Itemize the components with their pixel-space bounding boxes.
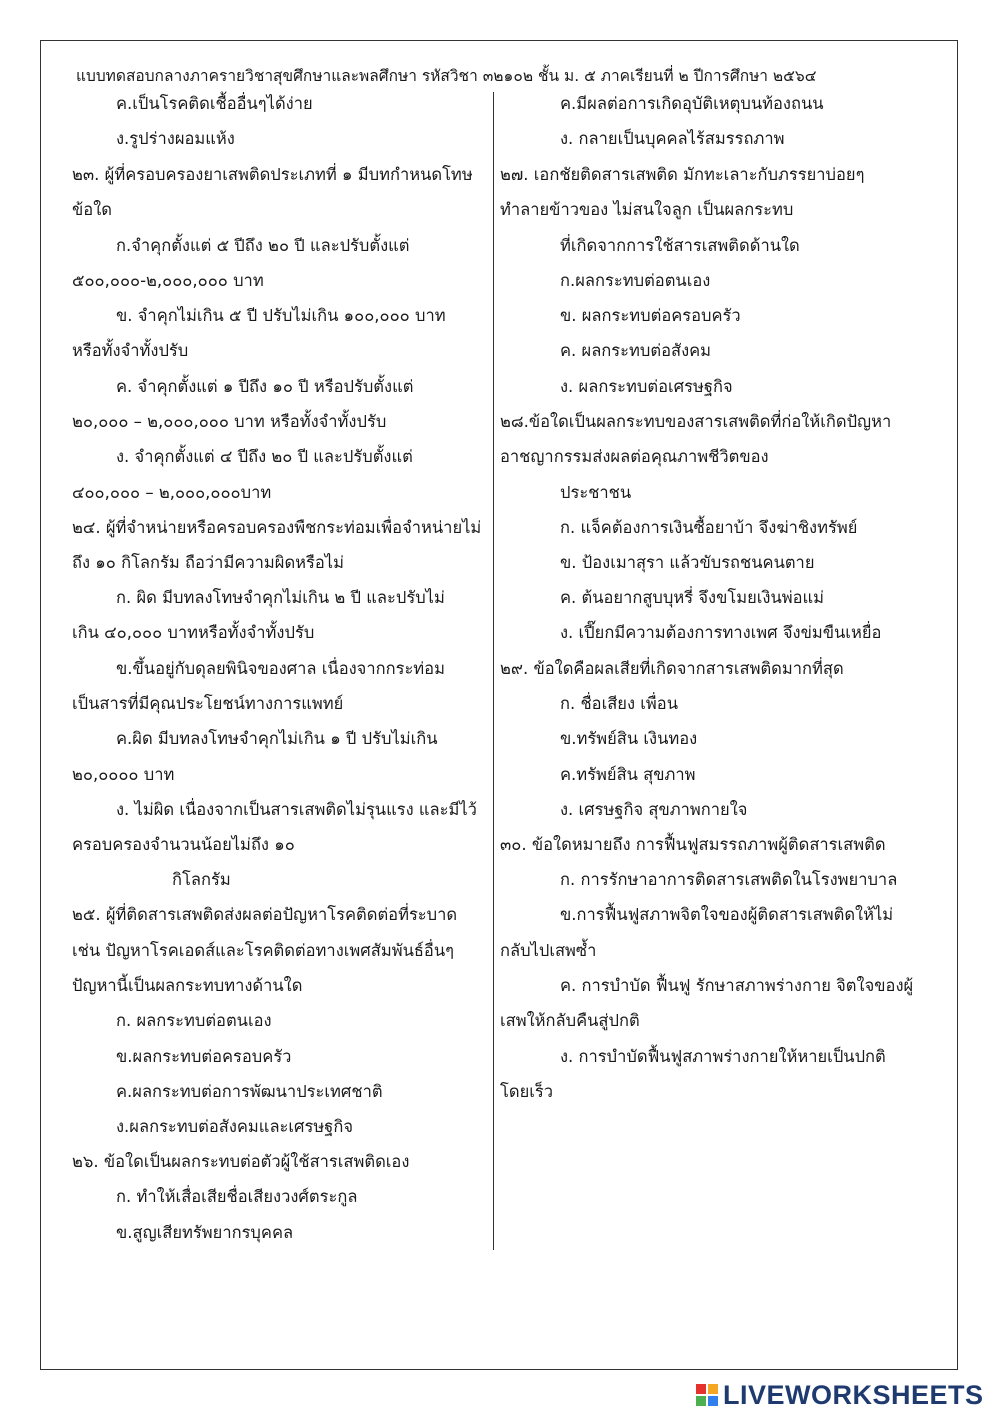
question-text: ๒๙. ข้อใดคือผลเสียที่เกิดจากสารเสพติดมากที่สุด (500, 659, 844, 678)
answer-option: ง. เปี๊ยกมีความต้องการทางเพศ จึงข่มขืนเหยื่อ (560, 623, 882, 642)
question-text: ข้อใด (72, 200, 112, 219)
question-text: ๒๓. ผู้ที่ครอบครองยาเสพติดประเภทที่ ๑ มีบทกำหนดโทษ (72, 165, 473, 184)
question-text: ทำลายข้าวของ ไม่สนใจลูก เป็นผลกระทบ (500, 200, 794, 219)
answer-option: เกิน ๔๐,๐๐๐ บาทหรือทั้งจำทั้งปรับ (72, 623, 315, 642)
answer-option: ข. ผลกระทบต่อครอบครัว (560, 306, 741, 325)
logo-square-green (696, 1396, 706, 1406)
answer-option: ค. ต้นอยากสูบบุหรี่ จึงขโมยเงินพ่อแม่ (560, 588, 825, 607)
answer-option: ค. การบำบัด ฟื้นฟู รักษาสภาพร่างกาย จิตใจของผู้ (560, 976, 914, 995)
answer-option: ง.ผลกระทบต่อสังคมและเศรษฐกิจ (116, 1117, 354, 1136)
question-text: เช่น ปัญหาโรคเอดส์และโรคติดต่อทางเพศสัมพันธ์อื่นๆ (72, 941, 454, 960)
answer-option: ก. การรักษาอาการติดสารเสพติดในโรงพยาบาล (560, 870, 898, 889)
answer-option: ง. การบำบัดฟื้นฟูสภาพร่างกายให้หายเป็นปกติ (560, 1047, 886, 1066)
answer-option: ง. กลายเป็นบุคคลไร้สมรรถภาพ (560, 129, 785, 148)
answer-option: กลับไปเสพซ้ำ (500, 941, 597, 960)
column-divider (493, 92, 494, 1250)
answer-option: ข.ทรัพย์สิน เงินทอง (560, 729, 698, 748)
answer-option: ค.ผิด มีบทลงโทษจำคุกไม่เกิน ๑ ปี ปรับไม่เกิน (116, 729, 438, 748)
logo-square-blue (708, 1396, 718, 1406)
answer-option: ง. จำคุกตั้งแต่ ๔ ปีถึง ๒๐ ปี และปรับตั้งแต่ (116, 447, 413, 466)
answer-option: ๒๐,๐๐๐๐ บาท (72, 765, 175, 784)
answer-option: ก. ผลกระทบต่อตนเอง (116, 1011, 272, 1030)
question-text: ปัญหานี้เป็นผลกระทบทางด้านใด (72, 976, 303, 995)
question-text: ๓๐. ข้อใดหมายถึง การฟื้นฟูสมรรถภาพผู้ติดสารเสพติด (500, 835, 886, 854)
answer-option: ง. เศรษฐกิจ สุขภาพกายใจ (560, 800, 748, 819)
question-text: ถึง ๑๐ กิโลกรัม ถือว่ามีความผิดหรือไม่ (72, 553, 344, 572)
logo-text: LIVEWORKSHEETS (723, 1379, 984, 1410)
answer-option: ค.ทรัพย์สิน สุขภาพ (560, 765, 696, 784)
answer-option: ค.มีผลต่อการเกิดอุบัติเหตุบนท้องถนน (560, 94, 824, 113)
answer-option: ก.ผลกระทบต่อตนเอง (560, 271, 711, 290)
answer-option: ข.การฟื้นฟูสภาพจิตใจของผู้ติดสารเสพติดให้ไม่ (560, 905, 894, 924)
answer-option: ง.รูปร่างผอมแห้ง (116, 129, 235, 148)
answer-option: ก.จำคุกตั้งแต่ ๕ ปีถึง ๒๐ ปี และปรับตั้งแต่ (116, 236, 410, 255)
question-text: ๒๔. ผู้ที่จำหน่ายหรือครอบครองพืชกระท่อมเพื่อจำหน่ายไม่ (72, 518, 482, 537)
answer-option: ง. ผลกระทบต่อเศรษฐกิจ (560, 377, 733, 396)
answer-option: โดยเร็ว (500, 1082, 554, 1101)
answer-option: ครอบครองจำนวนน้อยไม่ถึง ๑๐ (72, 835, 295, 854)
answer-option: ก. ทำให้เสื่อเสียชื่อเสียงวงศ์ตระกูล (116, 1187, 358, 1206)
logo-square-red (696, 1384, 706, 1394)
question-text: อาชญากรรมส่งผลต่อคุณภาพชีวิตของ (500, 447, 769, 466)
answer-option: ข.ผลกระทบต่อครอบครัว (116, 1047, 292, 1066)
answer-option: หรือทั้งจำทั้งปรับ (72, 341, 189, 360)
answer-option: ข.ขึ้นอยู่กับดุลยพินิจของศาล เนื่องจากกระท่อม (116, 659, 445, 678)
question-text: ๒๕. ผู้ที่ติดสารเสพติดส่งผลต่อปัญหาโรคติดต่อที่ระบาด (72, 905, 458, 924)
answer-option: ก. ผิด มีบทลงโทษจำคุกไม่เกิน ๒ ปี และปรับไม่ (116, 588, 445, 607)
question-text: ประชาชน (560, 483, 632, 502)
answer-option: ข. จำคุกไม่เกิน ๕ ปี ปรับไม่เกิน ๑๐๐,๐๐๐ บาท (116, 306, 446, 325)
question-text: ๒๗. เอกชัยติดสารเสพติด มักทะเลาะกับภรรยาบ่อยๆ (500, 165, 865, 184)
answer-option: กิโลกรัม (172, 870, 231, 889)
answer-option: ก. ชื่อเสียง เพื่อน (560, 694, 678, 713)
answer-option: ๕๐๐,๐๐๐-๒,๐๐๐,๐๐๐ บาท (72, 271, 264, 290)
answer-option: ๔๐๐,๐๐๐ – ๒,๐๐๐,๐๐๐บาท (72, 483, 272, 502)
liveworksheets-logo (696, 1380, 984, 1410)
answer-option: ข.สูญเสียทรัพยากรบุคคล (116, 1223, 294, 1242)
answer-option: เป็นสารที่มีคุณประโยชน์ทางการแพทย์ (72, 694, 344, 713)
answer-option: ค.เป็นโรคติดเชื้ออื่นๆได้ง่าย (116, 94, 313, 113)
answer-option: ๒๐,๐๐๐ – ๒,๐๐๐,๐๐๐ บาท หรือทั้งจำทั้งปรับ (72, 412, 387, 431)
logo-square-orange (708, 1384, 718, 1394)
answer-option: ค. ผลกระทบต่อสังคม (560, 341, 712, 360)
question-text: ๒๘.ข้อใดเป็นผลกระทบของสารเสพติดที่ก่อให้เกิดปัญหา (500, 412, 892, 431)
question-text: ๒๖. ข้อใดเป็นผลกระทบต่อตัวผู้ใช้สารเสพติดเอง (72, 1152, 410, 1171)
answer-option: ง. ไม่ผิด เนื่องจากเป็นสารเสพติดไม่รุนแรง และมีไว้ (116, 800, 477, 819)
answer-option: ค.ผลกระทบต่อการพัฒนาประเทศชาติ (116, 1082, 383, 1101)
question-text: ที่เกิดจากการใช้สารเสพติดด้านใด (560, 236, 800, 255)
answer-option: ข. ป้องเมาสุรา แล้วขับรถชนคนตาย (560, 553, 815, 572)
logo-grid-icon (696, 1384, 718, 1406)
answer-option: เสพให้กลับคืนสู่ปกติ (500, 1011, 640, 1030)
page-title: แบบทดสอบกลางภาครายวิชาสุขศึกษาและพลศึกษา รหัสวิชา ๓๒๑๐๒ ชั้น ม. ๕ ภาคเรียนที่ ๒ ปีการศึกษา ๒๕๖๔ (76, 67, 817, 85)
answer-option: ก. แจ็คต้องการเงินซื้อยาบ้า จึงฆ่าชิงทรัพย์ (560, 518, 858, 537)
answer-option: ค. จำคุกตั้งแต่ ๑ ปีถึง ๑๐ ปี หรือปรับตั้งแต่ (116, 377, 414, 396)
